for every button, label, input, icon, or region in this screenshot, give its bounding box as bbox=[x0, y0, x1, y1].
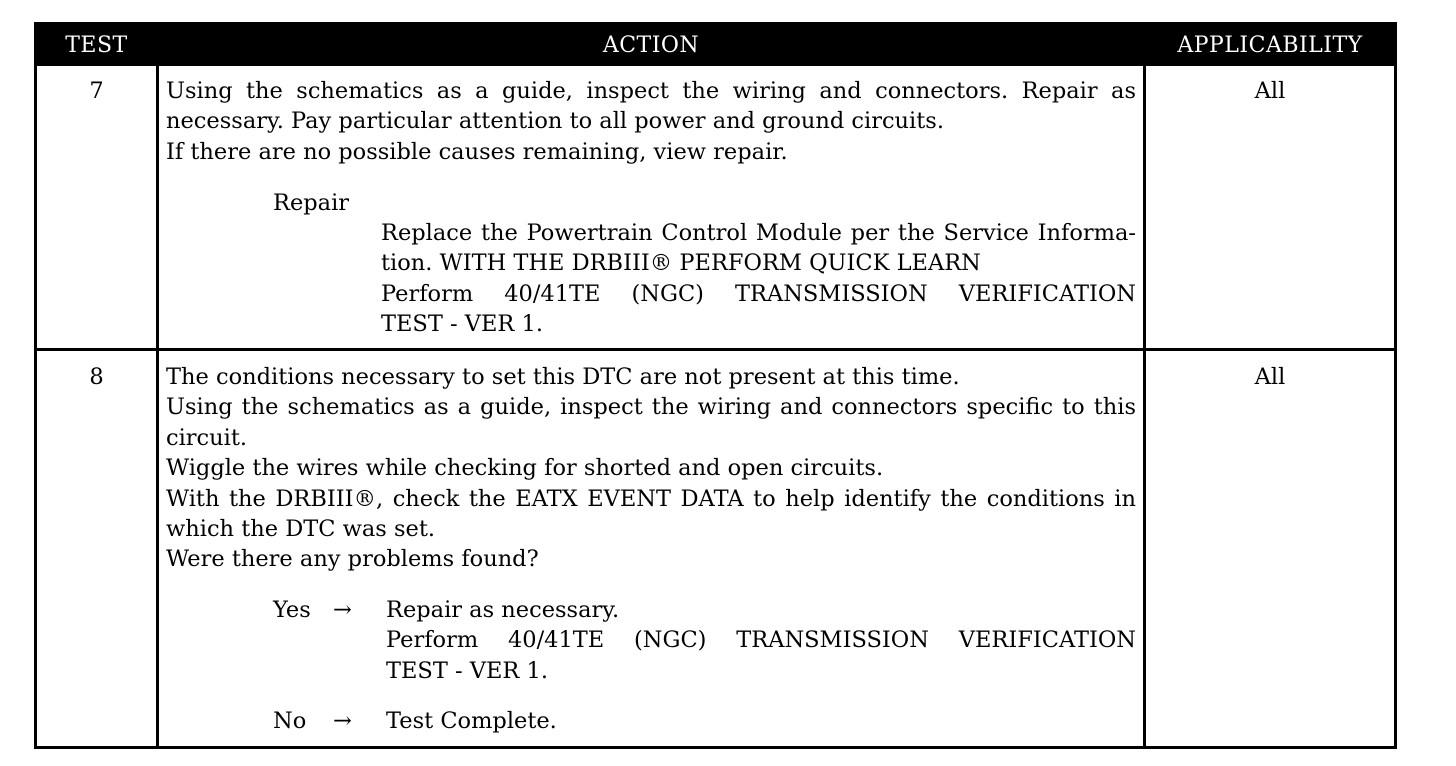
yes-line: Perform 40/41TE (NGC) TRANSMISSION VERIFICATION bbox=[386, 627, 1136, 654]
row-7-repair-text bbox=[381, 218, 1136, 340]
table-header bbox=[37, 25, 1394, 66]
action-line: necessary. Pay particular attention to all power and ground circuits. bbox=[166, 108, 944, 135]
row-7-applicability: All bbox=[1254, 78, 1286, 104]
action-line: Using the schematics as a guide, inspect the wiring and connectors specific to this bbox=[166, 394, 1136, 421]
row-7-repair-label: Repair bbox=[273, 190, 350, 216]
right-arrow-icon: → bbox=[333, 708, 352, 734]
action-line: Were there any problems found? bbox=[166, 546, 539, 573]
row-7-action-text bbox=[166, 76, 1136, 167]
row-8-yes-text bbox=[386, 595, 1136, 686]
row-divider bbox=[37, 348, 1394, 351]
row-7-test-number: 7 bbox=[89, 78, 104, 104]
header-test: TEST bbox=[65, 33, 128, 58]
header-applicability: APPLICABILITY bbox=[1177, 33, 1363, 58]
row-8-test-number: 8 bbox=[89, 364, 104, 390]
row-8-no-label: No bbox=[273, 708, 307, 734]
action-line: The conditions necessary to set this DTC are not present at this time. bbox=[166, 364, 960, 390]
action-line: circuit. bbox=[166, 424, 248, 451]
no-line: Test Complete. bbox=[386, 708, 557, 734]
action-line: which the DTC was set. bbox=[166, 516, 436, 543]
repair-line: tion. WITH THE DRBIII® PERFORM QUICK LEARN bbox=[381, 250, 981, 277]
repair-line: TEST - VER 1. bbox=[381, 311, 543, 338]
row-8-action-text bbox=[166, 362, 1136, 575]
repair-line: Replace the Powertrain Control Module per the Service Informa- bbox=[381, 220, 1136, 246]
action-line: Wiggle the wires while checking for shorted and open circuits. bbox=[166, 455, 884, 482]
yes-line: Repair as necessary. bbox=[386, 597, 620, 623]
header-action: ACTION bbox=[602, 33, 700, 58]
row-8-yes-label: Yes bbox=[273, 597, 311, 623]
action-line: If there are no possible causes remaining, view repair. bbox=[166, 138, 788, 165]
diagnostic-table bbox=[34, 22, 1397, 749]
action-line: With the DRBIII®, check the EATX EVENT DATA to help identify the conditions in bbox=[166, 485, 1136, 512]
column-divider bbox=[156, 25, 159, 746]
action-line: Using the schematics as a guide, inspect the wiring and connectors. Repair as bbox=[166, 78, 1136, 104]
repair-line: Perform 40/41TE (NGC) TRANSMISSION VERIFICATION bbox=[381, 280, 1136, 307]
yes-line: TEST - VER 1. bbox=[386, 657, 548, 684]
row-8-no-text bbox=[386, 706, 1136, 736]
right-arrow-icon: → bbox=[333, 597, 352, 623]
row-8-applicability: All bbox=[1254, 364, 1286, 390]
